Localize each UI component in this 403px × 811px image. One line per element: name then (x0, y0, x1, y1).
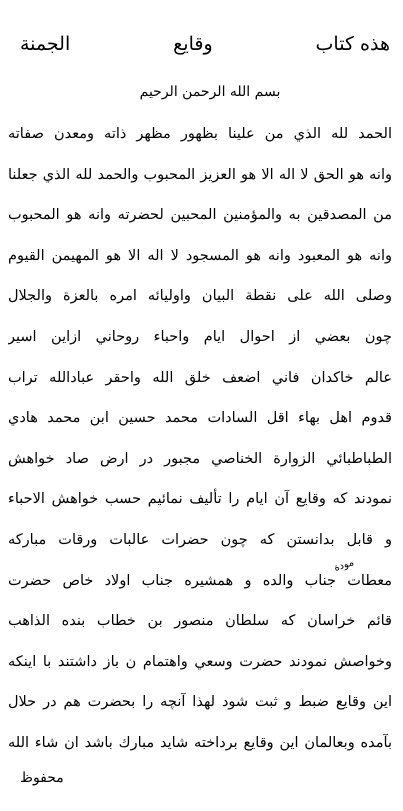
title-middle: وقايع (173, 33, 213, 55)
text-line: وانه هو الحق لا اله الا هو العزيز المحبوب والحمد لله الذي جعلنا (8, 166, 392, 183)
signature: محفوظ (20, 770, 64, 786)
text-line: بآمده وبعالمان اين وقايع برداخته شايد مبارك باشد ان شاء الله (8, 734, 392, 751)
text-line: و قابل بدانستن كه چون حضرات عالبات ورقات مباركه (8, 531, 392, 548)
text-line: نمودند كه وقايع آن ايام را تأليف نمائيم حسب خواهش الاحباء (8, 491, 392, 508)
text-line: الطباطبائي الزوارة الخناصي مجبور در ارض صاد خواهش (8, 450, 392, 467)
text-line: معطات جناب والده و همشيره جناب اولاد خاص حضرت (8, 572, 392, 589)
title-left: الجمنة (20, 33, 71, 55)
text-line: وصلى الله على نقطة البيان واوليائه امره بالعزة والجلال (8, 288, 392, 305)
interlinear-note: مودة (332, 557, 356, 574)
text-line: عالم خاكدان فاني اضعف خلق الله واحقر عبادالله تراب (8, 369, 392, 386)
text-line: قائم خراسان كه سلطان منصور بن خطاب بنده الذاهب (8, 613, 392, 630)
text-line: وخواصش نمودند حضرت وسعي واهتمام ن باز داشتند با اينكه (8, 653, 392, 670)
title-right: هذه كتاب (315, 33, 390, 55)
basmala: بسم الله الرحمن الرحيم (139, 84, 281, 100)
text-line: من المصدقين به والمؤمنين المحبين لحضرته وانه هو المحبوب (8, 207, 392, 224)
text-line: وانه هو المعبود وانه هو المسجود لا اله الا هو المهيمن القيوم (8, 247, 392, 264)
text-line: چون بعضي از احوال ايام واحباء روحاني ازاين اسير (8, 328, 392, 345)
body-text (8, 114, 392, 764)
title-row (20, 26, 390, 62)
text-line: قدوم اهل بهاء اقل السادات محمد حسين ابن محمد هادي (8, 410, 392, 427)
text-line: اين وقايع ضبط و ثبت شود لهذا آنچه را بحضرت هم در حلال (8, 694, 392, 711)
text-line: الحمد لله الذي من علينا بظهور مظهر ذاته ومعدن صفاته (8, 126, 392, 142)
